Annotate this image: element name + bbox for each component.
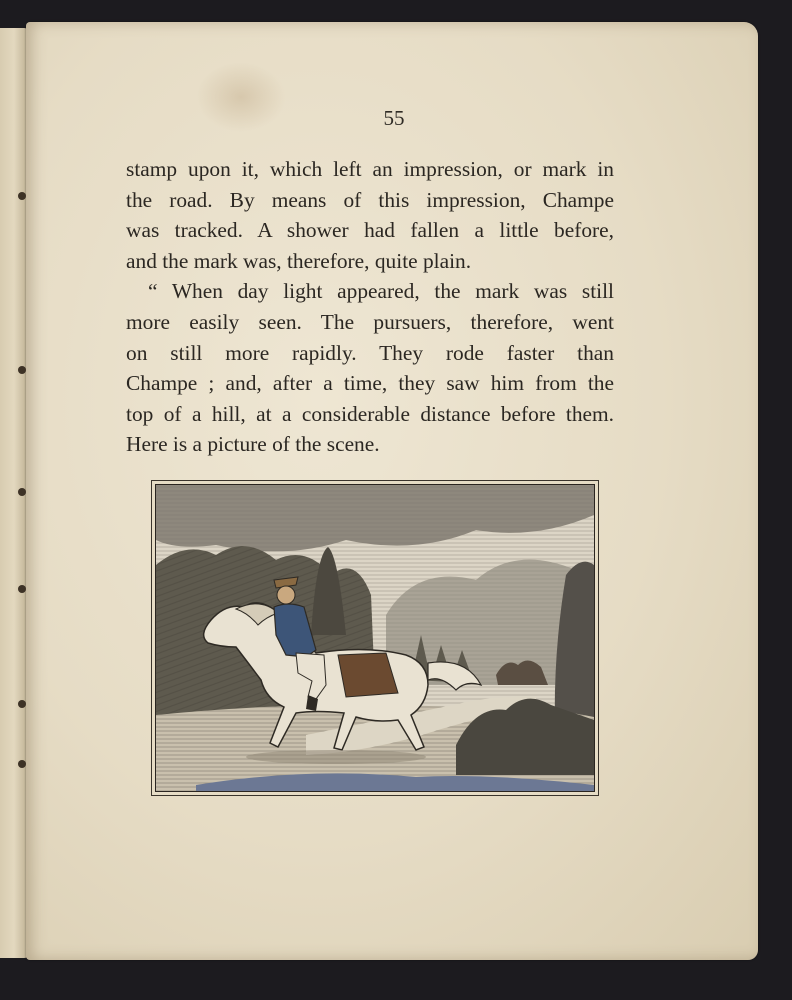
- horse-shadow: [246, 750, 426, 764]
- text-line: stamp upon it, which left an impression, or mark in: [126, 157, 614, 181]
- text-line: more easily seen. The pursuers, therefore, went: [126, 309, 614, 334]
- binding-stitches: [18, 0, 32, 1000]
- engraving-picture: [156, 485, 594, 791]
- paper-stain: [196, 62, 286, 132]
- text-line: and the mark was, therefore, quite plain.: [126, 248, 472, 273]
- body-text: [126, 154, 614, 460]
- illustration-engraving: [155, 484, 595, 792]
- text-line: “ When day light appeared, the mark was still: [148, 279, 614, 304]
- text-line: was tracked. A shower had fallen a little before,: [126, 218, 614, 243]
- text-line: Here is a picture of the scene.: [126, 432, 380, 457]
- text-line: the road. By means of this impression, Champe: [126, 187, 614, 212]
- text-line: Champe ; and, after a time, they saw him from the: [126, 371, 614, 396]
- page-number: 55: [383, 106, 405, 130]
- text-line: on still more rapidly. They rode faster than: [126, 340, 614, 365]
- text-line: top of a hill, at a considerable distance before them.: [126, 401, 614, 426]
